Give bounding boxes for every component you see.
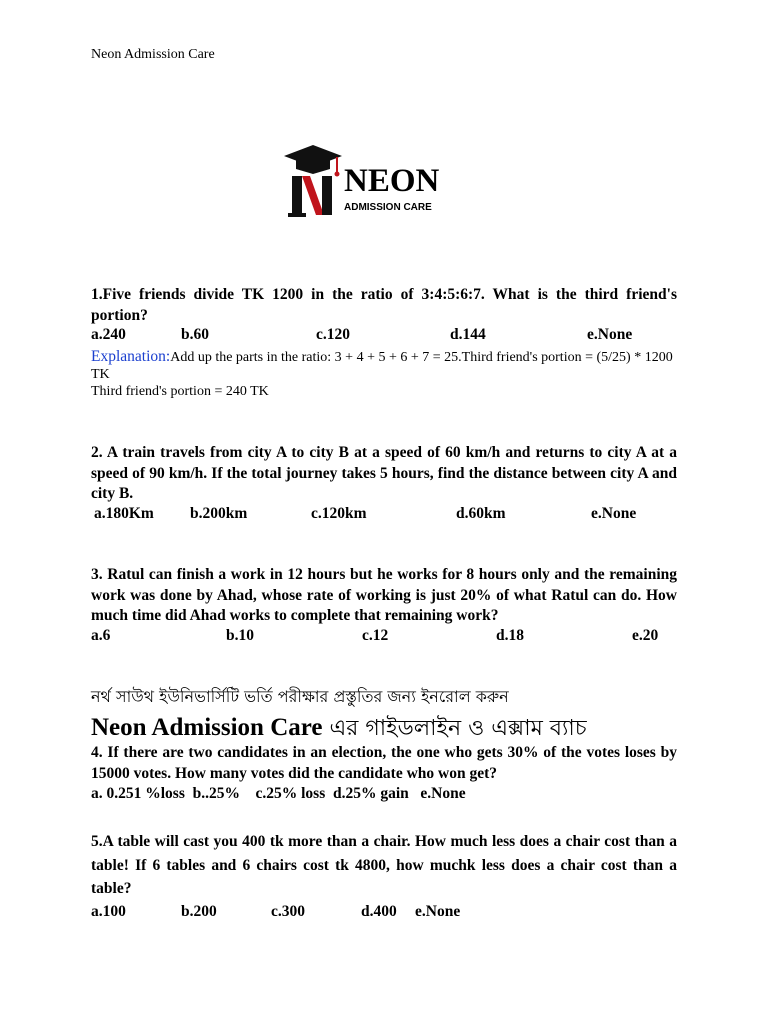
promo-section — [91, 684, 677, 748]
option-a: a.180Km — [94, 504, 154, 522]
option-a: a.240 — [91, 326, 126, 343]
explanation-line-1: Add up the parts in the ratio: 3 + 4 + 5 + 6 + 7 = 25.Third friend's portion = (5/25) * 1200 TK — [91, 350, 673, 382]
option-a: a.100 — [91, 902, 126, 920]
question-text: 2. A train travels from city A to city B at a speed of 60 km/h and returns to city A at a speed of 90 km/h. If the total journey takes 5 hours, find the distance between city A and city B. — [91, 444, 677, 502]
logo-subtitle: ADMISSION CARE — [344, 202, 432, 213]
option-b: b.200km — [190, 504, 248, 522]
question-4 — [91, 743, 677, 805]
logo-word: NEON — [344, 163, 440, 199]
explanation-line-2: Third friend's portion = 240 TK — [91, 384, 269, 399]
page-header: Neon Admission Care — [91, 47, 215, 62]
question-5 — [91, 830, 677, 925]
graduation-cap-icon — [282, 143, 344, 221]
question-3 — [91, 565, 677, 649]
options-row — [91, 903, 677, 925]
option-d: d.60km — [456, 504, 506, 522]
question-text: 1.Five friends divide TK 1200 in the ratio of 3:4:5:6:7. What is the third friend's portion? — [91, 286, 677, 324]
option-e: e.None — [591, 504, 637, 522]
options-row — [91, 627, 677, 649]
promo-bangla-line: নর্থ সাউথ ইউনিভার্সিটি ভর্তি পরীক্ষার প্রস্তুতির জন্য ইনরোল করুন — [91, 687, 509, 706]
option-c: c.120 — [316, 326, 351, 343]
option-c: c.120km — [311, 504, 367, 522]
options-line: a. 0.251 %loss b..25% c.25% loss d.25% gain e.None — [91, 785, 466, 802]
option-d: d.400 — [361, 902, 397, 920]
option-c: c.12 — [362, 626, 389, 644]
question-2 — [91, 443, 677, 527]
options-row — [91, 326, 677, 348]
option-d: d.18 — [496, 626, 524, 644]
promo-title-bangla: এর গাইডলাইন ও এক্সাম ব্যাচ — [322, 716, 587, 741]
option-d: d.144 — [450, 326, 486, 343]
option-e: e.20 — [632, 626, 659, 644]
explanation — [91, 348, 677, 383]
option-b: b.10 — [226, 626, 254, 644]
explanation-label: Explanation: — [91, 348, 171, 365]
neon-logo — [282, 143, 452, 223]
option-b: b.60 — [181, 326, 209, 343]
option-e: e.None — [415, 902, 461, 920]
option-e: e.None — [587, 326, 633, 343]
option-a: a.6 — [91, 626, 111, 644]
question-text: 5.A table will cast you 400 tk more than a chair. How much less does a chair cost than a table! If 6 tables and 6 chairs cost tk 4800, how muchk less does a chair cost than a table? — [91, 833, 677, 897]
question-1 — [91, 285, 677, 400]
question-text: 4. If there are two candidates in an election, the one who gets 30% of the votes loses by 15000 votes. How many votes did the candidate who won get? — [91, 744, 677, 782]
options-row — [91, 505, 677, 527]
question-text: 3. Ratul can finish a work in 12 hours but he works for 8 hours only and the remaining work was done by Ahad, whose rate of working is just 20% of what Ratul can do. How much time did Ahad works to complete that remaining work? — [91, 566, 677, 624]
option-c: c.300 — [271, 902, 306, 920]
promo-title-english: Neon Admission Care — [91, 714, 323, 741]
option-b: b.200 — [181, 902, 217, 920]
